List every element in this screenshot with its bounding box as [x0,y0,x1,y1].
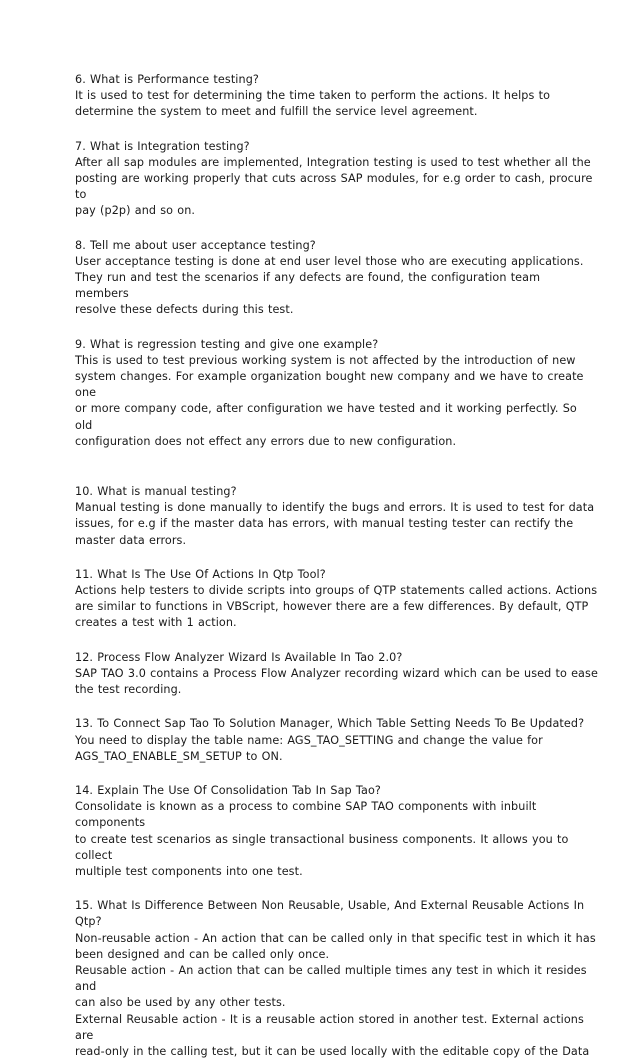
answer-line: Consolidate is known as a process to combine SAP TAO components with inbuilt components [75,800,537,830]
answer-line: Actions help testers to divide scripts into groups of QTP statements called actions. Actions [75,584,598,598]
question-heading: 8. Tell me about user acceptance testing? [75,238,316,252]
answer-text [75,583,598,632]
qa-item-13 [75,716,598,765]
answer-line: read-only in the calling test, but it can be used locally with the editable copy of the Data [75,1044,590,1058]
answer-line: master data errors. [75,533,187,547]
question-heading: 12. Process Flow Analyzer Wizard Is Available In Tao 2.0? [75,650,403,664]
answer-line: posting are working properly that cuts across SAP modules, for e.g order to cash, procure to [75,172,593,202]
answer-line: issues, for e.g if the master data has errors, with manual testing tester can rectify the [75,517,574,531]
question-heading: 9. What is regression testing and give one example? [75,337,379,351]
answer-line: User acceptance testing is done at end user level those who are executing applications. [75,254,584,268]
question-heading: 7. What is Integration testing? [75,139,250,153]
answer-line: been designed and can be called only once. [75,947,330,961]
qa-item-15 [75,898,598,1060]
answer-line: to create test scenarios as single transactional business components. It allows you to collect [75,832,569,862]
answer-text [75,155,598,220]
answer-line: multiple test components into one test. [75,864,303,878]
question-heading [75,898,598,930]
answer-text [75,254,598,319]
answer-line: resolve these defects during this test. [75,303,294,317]
answer-line: They run and test the scenarios if any defects are found, the configuration team members [75,271,541,301]
qa-item-12 [75,650,598,699]
question-line: Qtp? [75,915,102,929]
qa-item-14 [75,783,598,880]
answer-line: or more company code, after configuration we have tested and it working perfectly. So old [75,402,577,432]
qa-item-9 [75,337,598,450]
answer-line: creates a test with 1 action. [75,616,237,630]
qa-item-8 [75,238,598,319]
qa-item-6 [75,72,598,121]
answer-line: configuration does not effect any errors due to new configuration. [75,434,457,448]
question-line: 15. What Is Difference Between Non Reusable, Usable, And External Reusable Actions In [75,899,585,913]
question-heading: 10. What is manual testing? [75,485,237,499]
answer-line: This is used to test previous working system is not affected by the introduction of new [75,353,576,367]
answer-line: External Reusable action - It is a reusable action stored in another test. External actions are [75,1012,584,1042]
question-heading: 6. What is Performance testing? [75,73,259,86]
qa-item-7 [75,139,598,220]
answer-line: SAP TAO 3.0 contains a Process Flow Analyzer recording wizard which can be used to ease [75,666,598,680]
answer-line: Manual testing is done manually to identify the bugs and errors. It is used to test for data [75,501,595,515]
answer-line: You need to display the table name: AGS_TAO_SETTING and change the value for [75,733,543,747]
answer-text [75,733,598,765]
question-heading: 14. Explain The Use Of Consolidation Tab In Sap Tao? [75,783,381,797]
answer-line: Non-reusable action - An action that can be called only in that specific test in which it has [75,931,596,945]
answer-line: determine the system to meet and fulfill the service level agreement. [75,105,478,119]
answer-text [75,931,598,1060]
question-heading: 13. To Connect Sap Tao To Solution Manager, Which Table Setting Needs To Be Updated? [75,717,585,731]
answer-text [75,799,598,880]
answer-text [75,353,598,450]
answer-line: Reusable action - An action that can be called multiple times any test in which it resides and [75,963,587,994]
answer-line: system changes. For example organization bought new company and we have to create one [75,370,584,400]
answer-line: the test recording. [75,683,182,697]
answer-text [75,500,598,549]
answer-text [75,666,598,698]
qa-item-11 [75,567,598,632]
answer-text [75,88,598,120]
answer-line: pay (p2p) and so on. [75,204,196,218]
question-heading: 11. What Is The Use Of Actions In Qtp Tool? [75,567,326,581]
answer-line: After all sap modules are implemented, Integration testing is used to test whether all the [75,155,591,169]
answer-line: can also be used by any other tests. [75,996,286,1010]
answer-line: It is used to test for determining the time taken to perform the actions. It helps to [75,89,551,103]
qa-item-10 [75,484,598,549]
answer-line: AGS_TAO_ENABLE_SM_SETUP to ON. [75,749,283,763]
answer-line: are similar to functions in VBScript, however there are a few differences. By default, QTP [75,600,589,614]
